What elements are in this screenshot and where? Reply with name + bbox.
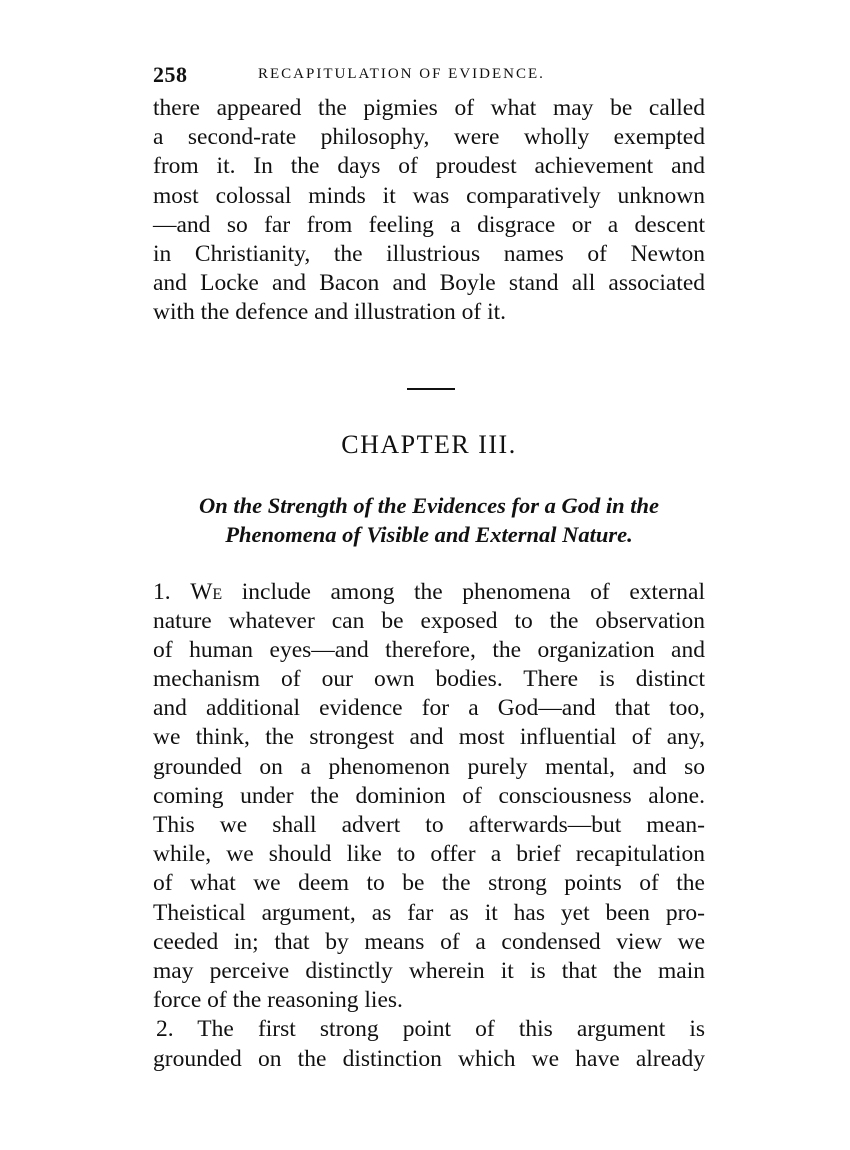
text-line: [153, 578, 705, 607]
text-line: grounded on a phenomenon purely mental, and so: [153, 753, 705, 780]
text-line: we think, the strongest and most influential of any,: [153, 724, 705, 751]
chapter-heading: CHAPTER III.: [341, 429, 517, 459]
section-first-line-rest: include among the phenomena of external: [222, 578, 705, 605]
text-line: from it. In the days of proudest achievement and: [153, 153, 705, 180]
text-line: —and so far from feeling a disgrace or a descent: [153, 211, 705, 238]
section-divider-rule: [407, 388, 455, 390]
book-page: [153, 58, 705, 1074]
text-line: a second-rate philosophy, were wholly exempted: [153, 124, 705, 151]
running-title: RECAPITULATION OF EVIDENCE.: [258, 66, 545, 82]
page-number: 258: [153, 62, 188, 87]
text-line: Theistical argument, as far as it has yet been pro-: [153, 899, 705, 926]
text-line: mechanism of our own bodies. There is distinct: [153, 666, 705, 693]
chapter-subtitle-line: Phenomena of Visible and External Nature.: [225, 521, 633, 547]
text-line: and Locke and Bacon and Boyle stand all associated: [153, 270, 705, 297]
section-first-word: We: [190, 578, 223, 605]
text-line: ceeded in; that by means of a condensed view we: [153, 928, 705, 955]
text-line: 2. The first strong point of this argument is: [156, 1016, 705, 1043]
text-line: with the defence and illustration of it.: [153, 299, 507, 326]
section-2-paragraph: [153, 1015, 705, 1073]
section-number: 1.: [153, 578, 171, 605]
text-line: there appeared the pigmies of what may be called: [153, 95, 705, 121]
chapter-subtitle: [153, 491, 705, 549]
text-line: may perceive distinctly wherein it is that the main: [153, 957, 705, 984]
text-line: grounded on the distinction which we have already: [153, 1045, 705, 1072]
section-1-paragraph: [153, 578, 705, 1016]
running-head: [153, 58, 705, 94]
opening-paragraph: [153, 94, 705, 328]
text-line: most colossal minds it was comparatively unknown: [153, 182, 705, 209]
text-line: coming under the dominion of consciousness alone.: [153, 782, 705, 809]
text-line: of what we deem to be the strong points of the: [153, 870, 705, 897]
text-line: while, we should like to offer a brief recapitulation: [153, 841, 705, 868]
chapter-subtitle-line: On the Strength of the Evidences for a God in the: [198, 492, 660, 518]
text-line: force of the reasoning lies.: [153, 987, 403, 1014]
text-line: in Christianity, the illustrious names of Newton: [153, 240, 705, 267]
text-line: and additional evidence for a God—and that too,: [153, 695, 705, 722]
text-line: of human eyes—and therefore, the organization and: [153, 636, 705, 663]
text-line: nature whatever can be exposed to the observation: [153, 607, 705, 634]
text-line: This we shall advert to afterwards—but mean-: [153, 812, 705, 838]
